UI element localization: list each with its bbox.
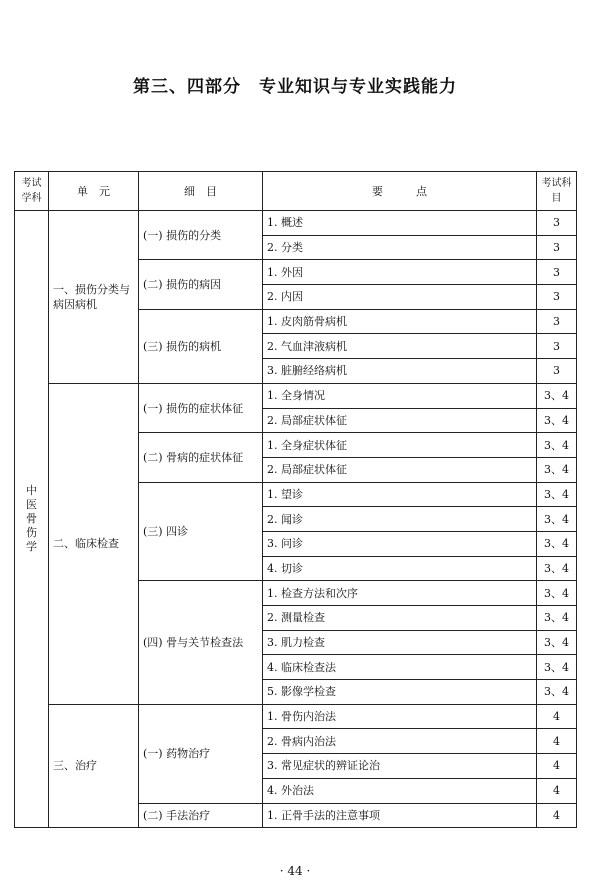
point-cell: 2. 分类 xyxy=(263,235,537,260)
level-cell: 3、4 xyxy=(537,556,577,581)
header-unit: 单 元 xyxy=(49,172,139,211)
level-cell: 3、4 xyxy=(537,531,577,556)
point-cell: 4. 临床检查法 xyxy=(263,655,537,680)
point-cell: 1. 骨伤内治法 xyxy=(263,704,537,729)
point-cell: 2. 局部症状体征 xyxy=(263,457,537,482)
point-cell: 3. 脏腑经络病机 xyxy=(263,359,537,384)
item-cell: (一) 损伤的分类 xyxy=(139,211,263,260)
header-level: 考试科目 xyxy=(537,172,577,211)
level-cell: 3、4 xyxy=(537,383,577,408)
level-cell: 3、4 xyxy=(537,606,577,631)
level-cell: 4 xyxy=(537,778,577,803)
level-cell: 3 xyxy=(537,359,577,384)
item-cell: (三) 损伤的病机 xyxy=(139,309,263,383)
unit-cell: 二、临床检查 xyxy=(49,383,139,704)
subject-cell xyxy=(15,211,49,828)
point-cell: 1. 检查方法和次序 xyxy=(263,581,537,606)
point-cell: 1. 外因 xyxy=(263,260,537,285)
level-cell: 3 xyxy=(537,260,577,285)
point-cell: 1. 全身症状体征 xyxy=(263,433,537,458)
table-header-row xyxy=(15,172,577,211)
page-number: · 44 · xyxy=(279,864,311,878)
point-cell: 1. 望诊 xyxy=(263,482,537,507)
level-cell: 3 xyxy=(537,285,577,310)
unit-cell: 三、治疗 xyxy=(49,704,139,827)
item-cell: (二) 损伤的病因 xyxy=(139,260,263,309)
point-cell: 1. 全身情况 xyxy=(263,383,537,408)
point-cell: 2. 局部症状体征 xyxy=(263,408,537,433)
point-cell: 3. 肌力检查 xyxy=(263,630,537,655)
item-cell: (一) 损伤的症状体征 xyxy=(139,383,263,432)
level-cell: 4 xyxy=(537,729,577,754)
item-cell: (三) 四诊 xyxy=(139,482,263,581)
subject-label: 中医骨伤学 xyxy=(26,484,37,554)
point-cell: 4. 切诊 xyxy=(263,556,537,581)
level-cell: 3、4 xyxy=(537,680,577,705)
point-cell: 3. 问诊 xyxy=(263,531,537,556)
table-body xyxy=(15,211,577,828)
point-cell: 5. 影像学检查 xyxy=(263,680,537,705)
level-cell: 3 xyxy=(537,211,577,236)
point-cell: 2. 闻诊 xyxy=(263,507,537,532)
level-cell: 3、4 xyxy=(537,507,577,532)
header-item: 细 目 xyxy=(139,172,263,211)
level-cell: 3、4 xyxy=(537,482,577,507)
table-row xyxy=(15,211,577,236)
item-cell: (四) 骨与关节检查法 xyxy=(139,581,263,704)
level-cell: 4 xyxy=(537,754,577,779)
level-cell: 3、4 xyxy=(537,408,577,433)
syllabus-table xyxy=(14,171,577,828)
point-cell: 2. 骨病内治法 xyxy=(263,729,537,754)
page-title: 第三、四部分 专业知识与专业实践能力 xyxy=(133,77,457,97)
point-cell: 4. 外治法 xyxy=(263,778,537,803)
level-cell: 3、4 xyxy=(537,581,577,606)
level-cell: 4 xyxy=(537,803,577,828)
point-cell: 1. 概述 xyxy=(263,211,537,236)
level-cell: 3、4 xyxy=(537,433,577,458)
level-cell: 3、4 xyxy=(537,457,577,482)
point-cell: 3. 常见症状的辨证论治 xyxy=(263,754,537,779)
point-cell: 2. 内因 xyxy=(263,285,537,310)
point-cell: 1. 正骨手法的注意事项 xyxy=(263,803,537,828)
point-cell: 2. 气血津液病机 xyxy=(263,334,537,359)
item-cell: (二) 手法治疗 xyxy=(139,803,263,828)
level-cell: 3 xyxy=(537,235,577,260)
item-cell: (一) 药物治疗 xyxy=(139,704,263,803)
point-cell: 1. 皮肉筋骨病机 xyxy=(263,309,537,334)
table-row xyxy=(15,383,577,408)
level-cell: 4 xyxy=(537,704,577,729)
level-cell: 3 xyxy=(537,334,577,359)
header-point: 要 点 xyxy=(263,172,537,211)
level-cell: 3 xyxy=(537,309,577,334)
level-cell: 3、4 xyxy=(537,655,577,680)
unit-cell: 一、损伤分类与病因病机 xyxy=(49,211,139,384)
point-cell: 2. 测量检查 xyxy=(263,606,537,631)
table-row xyxy=(15,704,577,729)
item-cell: (二) 骨病的症状体征 xyxy=(139,433,263,482)
header-subject: 考试学科 xyxy=(15,172,49,211)
level-cell: 3、4 xyxy=(537,630,577,655)
